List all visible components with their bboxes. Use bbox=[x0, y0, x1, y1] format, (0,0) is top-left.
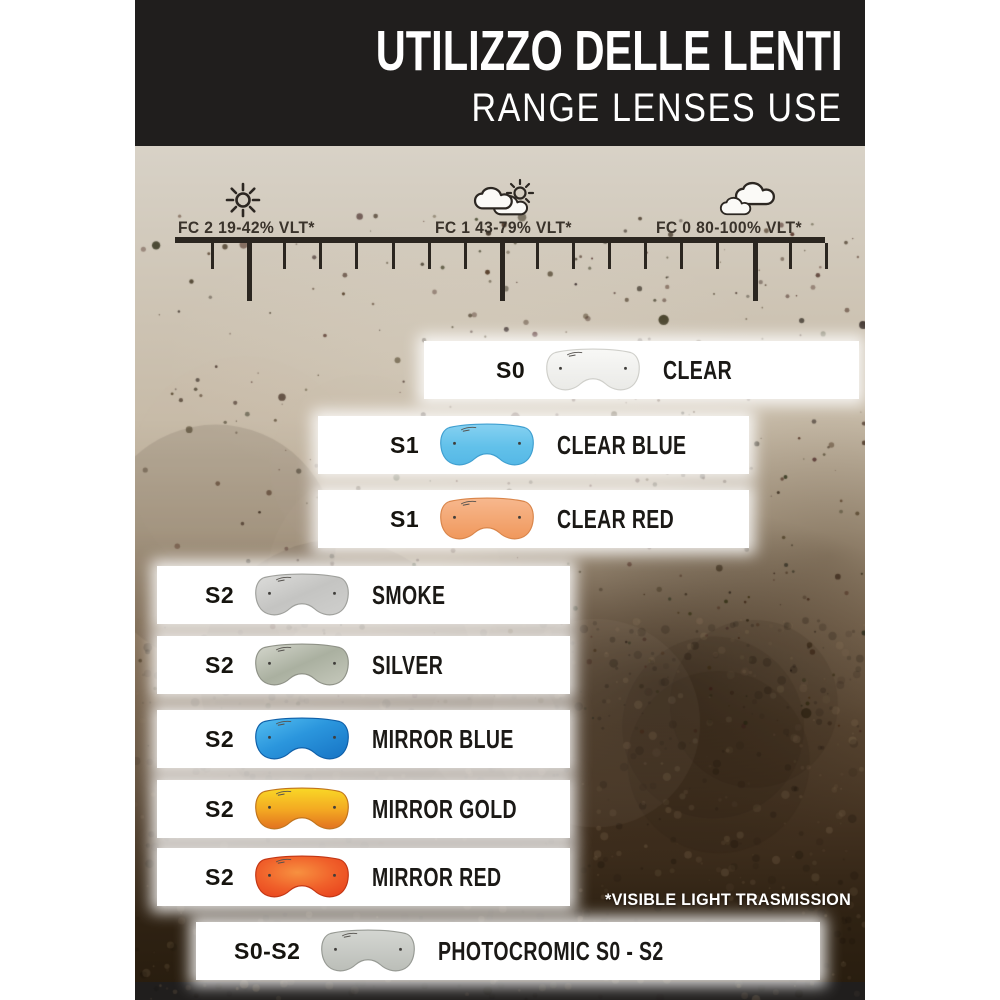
lens-name: MIRROR GOLD bbox=[372, 793, 518, 824]
lens-name: SMOKE bbox=[372, 579, 446, 610]
lens-image-silver bbox=[252, 640, 352, 690]
lens-image-mirror-blue bbox=[252, 714, 352, 764]
lens-row-mirror-red bbox=[157, 848, 570, 906]
lens-row-clear-red bbox=[318, 490, 749, 548]
lens-image-mirror-gold bbox=[252, 784, 352, 834]
lens-row-mirror-gold bbox=[157, 780, 570, 838]
header bbox=[135, 0, 865, 146]
lens-image-clear bbox=[543, 345, 643, 395]
lens-image-clear-red bbox=[437, 494, 537, 544]
lens-grade: S2 bbox=[205, 795, 235, 822]
vlt-label-fc2: FC 2 19-42% VLT* bbox=[178, 218, 315, 237]
lens-name: PHOTOCROMIC S0 - S2 bbox=[438, 935, 665, 966]
lens-grade: S2 bbox=[205, 725, 235, 752]
lens-name: SILVER bbox=[372, 649, 444, 680]
vlt-label-fc1: FC 1 43-79% VLT* bbox=[435, 218, 572, 237]
lens-image-mirror-red bbox=[252, 852, 352, 902]
lens-grade: S2 bbox=[205, 651, 235, 678]
lens-name: CLEAR BLUE bbox=[557, 429, 687, 460]
lens-row-clear-blue bbox=[318, 416, 749, 474]
page-subtitle: RANGE LENSES USE bbox=[471, 86, 843, 130]
lens-name: MIRROR RED bbox=[372, 861, 502, 892]
vlt-footnote: *VISIBLE LIGHT TRASMISSION bbox=[605, 890, 852, 909]
lens-name: MIRROR BLUE bbox=[372, 723, 514, 754]
lens-image-photocromic bbox=[318, 926, 418, 976]
lens-image-clear-blue bbox=[437, 420, 537, 470]
vlt-scale bbox=[135, 146, 865, 326]
lens-grade: S2 bbox=[205, 581, 235, 608]
background-photo bbox=[135, 146, 865, 1000]
lens-name: CLEAR RED bbox=[557, 503, 675, 534]
lens-row-clear bbox=[424, 341, 859, 399]
lens-row-silver bbox=[157, 636, 570, 694]
ruler-ticks bbox=[175, 243, 825, 303]
lens-grade: S0 bbox=[496, 356, 526, 383]
vlt-label-fc0: FC 0 80-100% VLT* bbox=[656, 218, 802, 237]
lens-grade: S1 bbox=[390, 505, 420, 532]
lens-row-mirror-blue bbox=[157, 710, 570, 768]
lens-grade: S1 bbox=[390, 431, 420, 458]
lens-row-smoke bbox=[157, 566, 570, 624]
lens-name: CLEAR bbox=[663, 354, 733, 385]
lens-row-photocromic bbox=[196, 922, 820, 980]
page-title: UTILIZZO DELLE LENTI bbox=[376, 19, 843, 83]
lens-grade: S2 bbox=[205, 863, 235, 890]
lens-grade: S0-S2 bbox=[234, 937, 301, 964]
lens-image-smoke bbox=[252, 570, 352, 620]
